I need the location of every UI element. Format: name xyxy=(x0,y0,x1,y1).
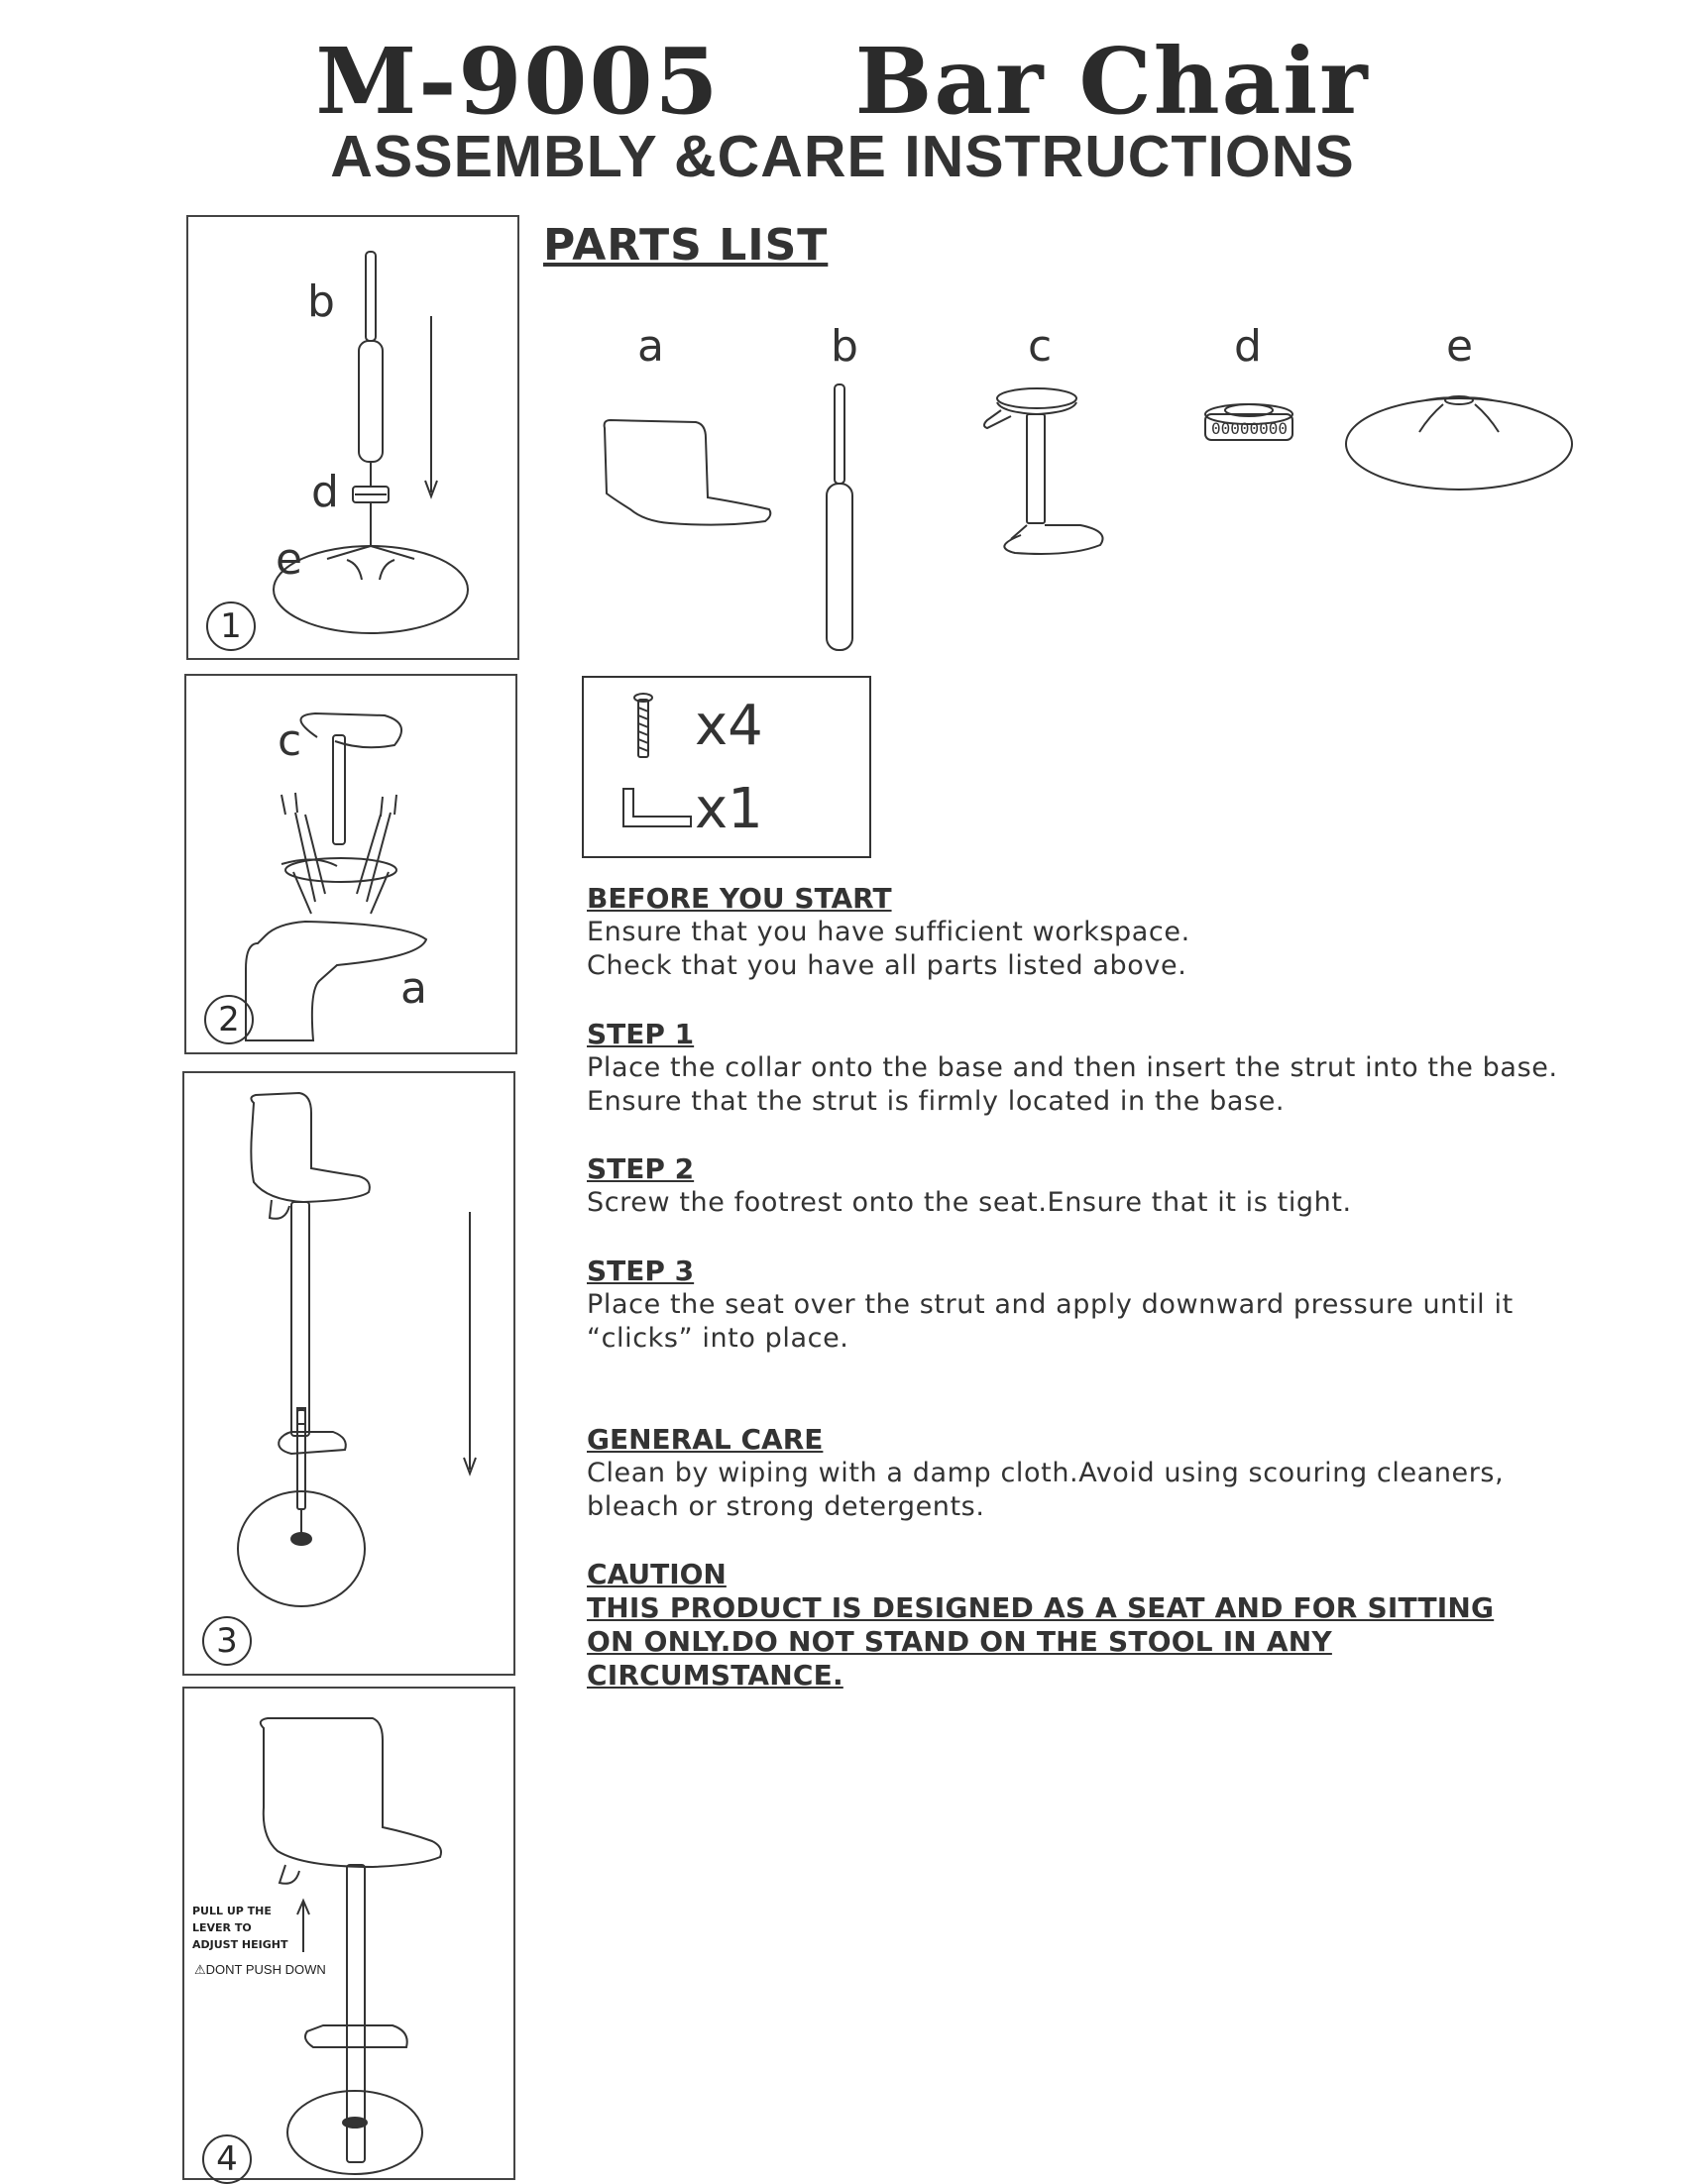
part-c-footrest-icon xyxy=(984,388,1103,554)
allen-key-quantity: x1 xyxy=(695,777,763,841)
step-3-diagram xyxy=(182,1071,515,1676)
part-letter-b: b xyxy=(831,321,858,372)
step-2-text: Screw the footrest onto the seat.Ensure that it is tight. xyxy=(587,1187,1352,1218)
screw-quantity: x4 xyxy=(695,694,763,758)
hardware-box xyxy=(582,676,871,858)
svg-text:00000000: 00000000 xyxy=(1211,419,1289,438)
step-number-1: 1 xyxy=(206,601,256,651)
label-c: c xyxy=(278,715,302,766)
lever-warning-text: DONT PUSH DOWN xyxy=(205,1962,326,1977)
lever-line-3: ADJUST HEIGHT xyxy=(192,1938,288,1951)
caution-section xyxy=(587,1558,1538,1693)
before-you-start-section xyxy=(587,882,1578,983)
label-b: b xyxy=(307,276,335,327)
allen-key-icon xyxy=(623,789,691,826)
label-e: e xyxy=(276,534,303,585)
before-text: Ensure that you have sufficient workspace. Check that you have all parts listed above. xyxy=(587,917,1190,981)
label-a: a xyxy=(400,963,427,1014)
step-3-section xyxy=(587,1255,1578,1356)
step-1-illustration xyxy=(188,217,521,662)
model-number: M-9005 xyxy=(315,28,721,135)
step-2-heading: STEP 2 xyxy=(587,1152,695,1185)
step-2-diagram xyxy=(184,674,517,1054)
parts-list-title: PARTS LIST xyxy=(543,220,829,271)
step-1-heading: STEP 1 xyxy=(587,1018,695,1050)
general-care-heading: GENERAL CARE xyxy=(587,1423,824,1456)
label-d: d xyxy=(311,467,339,517)
step-3-heading: STEP 3 xyxy=(587,1255,695,1287)
step-number-4: 4 xyxy=(202,2134,252,2184)
warning-icon: ⚠ xyxy=(194,1962,206,1977)
lever-instruction xyxy=(192,1903,287,1953)
lever-line-1: PULL UP THE xyxy=(192,1905,272,1917)
step-1-diagram xyxy=(186,215,519,660)
caution-text: THIS PRODUCT IS DESIGNED AS A SEAT AND FOR SITTING ON ONLY.DO NOT STAND ON THE STOOL IN ANY CIRCUMSTANCE. xyxy=(587,1591,1495,1692)
general-care-section xyxy=(587,1423,1578,1524)
part-letter-a: a xyxy=(637,321,664,372)
document-subtitle: ASSEMBLY &CARE INSTRUCTIONS xyxy=(330,124,1355,189)
step-number-3: 3 xyxy=(202,1616,252,1666)
step-3-text: Place the seat over the strut and apply downward pressure until it “clicks” into place. xyxy=(587,1289,1514,1354)
product-name: Bar Chair xyxy=(854,28,1370,135)
step-1-text: Place the collar onto the base and then insert the strut into the base. Ensure that the strut is firmly located in the base. xyxy=(587,1052,1558,1117)
screw-icon xyxy=(634,694,652,757)
step-3-illustration xyxy=(184,1073,517,1678)
part-b-strut-icon xyxy=(827,384,852,650)
part-letter-d: d xyxy=(1234,321,1262,372)
lever-line-2: LEVER TO xyxy=(192,1921,252,1934)
before-heading: BEFORE YOU START xyxy=(587,882,892,915)
step-number-2: 2 xyxy=(204,995,254,1044)
part-a-seat-icon xyxy=(605,420,771,525)
document-title xyxy=(0,28,1685,135)
step-2-section xyxy=(587,1152,1578,1220)
part-e-base-icon xyxy=(1346,396,1572,490)
caution-heading: CAUTION xyxy=(587,1558,727,1590)
part-letter-c: c xyxy=(1028,321,1053,372)
part-d-collar-icon xyxy=(1205,404,1292,440)
parts-illustrations xyxy=(575,377,1606,664)
step-1-section xyxy=(587,1018,1578,1119)
step-4-diagram xyxy=(182,1687,515,2180)
part-letter-e: e xyxy=(1446,321,1474,372)
general-care-text: Clean by wiping with a damp cloth.Avoid using scouring cleaners, bleach or strong detergents. xyxy=(587,1458,1505,1522)
lever-warning xyxy=(194,1962,326,1978)
